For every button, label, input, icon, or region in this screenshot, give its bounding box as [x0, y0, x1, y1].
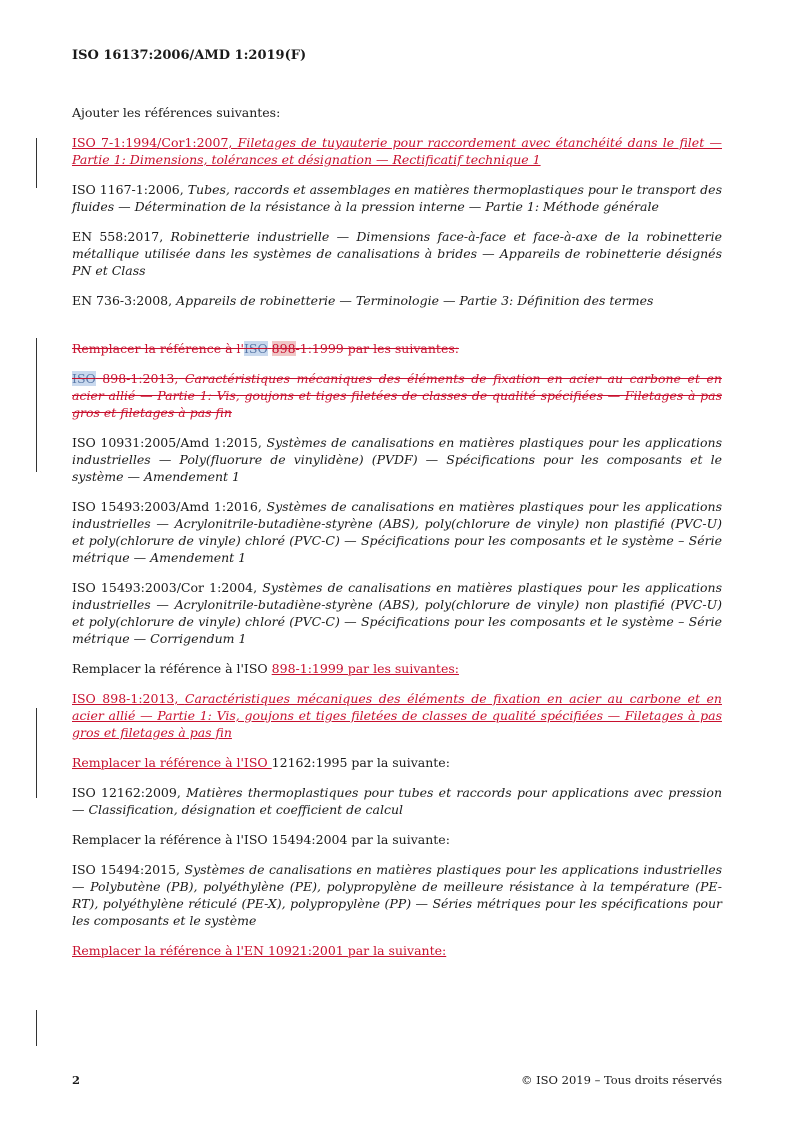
- document-id: ISO 16137:2006/AMD 1:2019(F): [72, 48, 307, 63]
- reference-entry: ISO 1167-1:2006, Tubes, raccords et assemblages en matières thermoplastiques pour le transport des fluides — Détermination de la résistance à la pression interne — Partie 1: Méthode générale: [72, 182, 722, 214]
- change-bar: [36, 138, 37, 188]
- reference-entry: ISO 15493:2003/Amd 1:2016, Systèmes de canalisations en matières plastiques pour les applications industrielles — Acrylonitrile-butadiène-styrène (ABS), poly(chlorure de vinyle) non plastifié (PVC-U) et poly(chlorure de vinyle) chloré (PVC-C) — Spécifications pour les composants et le système – Série métrique — Amendement 1: [72, 499, 723, 565]
- instruction: Remplacer la référence à l'ISO 12162:1995 par la suivante:: [72, 755, 450, 770]
- inserted-reference: ISO 898-1:2013, Caractéristiques mécaniques des éléments de fixation en acier au carbone et en acier allié — Partie 1: Vis, goujons et tiges filetées de classes de qualité spécifiées — Filetages à pas gros et filetages à pas fin: [72, 691, 722, 740]
- paragraph: Ajouter les références suivantes:: [72, 105, 281, 120]
- deleted-reference: ISO 898-1:2013, Caractéristiques mécaniques des éléments de fixation en acier au carbone et en acier allié — Partie 1: Vis, goujons et tiges filetées de classes de qualité spécifiées — Filetages à pas gros et filetages à pas fin: [72, 371, 722, 420]
- instruction: Remplacer la référence à l'ISO 898-1:1999 par les suivantes:: [72, 661, 459, 676]
- reference-entry: ISO 12162:2009, Matières thermoplastiques pour tubes et raccords pour applications avec pression — Classification, désignation et coefficient de calcul: [72, 785, 722, 817]
- change-bar: [36, 708, 37, 798]
- change-bar: [36, 338, 37, 472]
- copyright-notice: © ISO 2019 – Tous droits réservés: [520, 1073, 722, 1087]
- inserted-instruction: Remplacer la référence à l'EN 10921:2001 par la suivante:: [72, 943, 447, 958]
- reference-entry: ISO 10931:2005/Amd 1:2015, Systèmes de canalisations en matières plastiques pour les applications industrielles — Poly(fluorure de vinylidène) (PVDF) — Spécifications pour les composants et le système — Amendement 1: [72, 435, 723, 484]
- reference-entry: ISO 15493:2003/Cor 1:2004, Systèmes de canalisations en matières plastiques pour les applications industrielles — Acrylonitrile-butadiène-styrène (ABS), poly(chlorure de vinyle) non plastifié (PVC-U) et poly(chlorure de vinyle) chloré (PVC-C) — Spécifications pour les composants et le système – Série métrique — Corrigendum 1: [72, 580, 722, 646]
- page-number: 2: [72, 1073, 81, 1087]
- reference-entry: EN 736-3:2008, Appareils de robinetterie — Terminologie — Partie 3: Définition des termes: [72, 293, 654, 308]
- change-bar: [36, 1010, 37, 1046]
- document-body: [72, 104, 722, 972]
- reference-entry: EN 558:2017, Robinetterie industrielle — Dimensions face-à-face et face-à-axe de la robinetterie métallique utilisée dans les systèmes de canalisations à brides — Appareils de robinetterie désignés PN et Class: [72, 229, 723, 278]
- inserted-reference: ISO 7-1:1994/Cor1:2007, Filetages de tuyauterie pour raccordement avec étanchéité dans le filet — Partie 1: Dimensions, tolérances et désignation — Rectificatif technique 1: [72, 135, 722, 167]
- reference-entry: ISO 15494:2015, Systèmes de canalisations en matières plastiques pour les applications industrielles — Polybutène (PB), polyéthylène (PE), polypropylène de meilleure résistance à la température (PE-RT), polyéthylène réticulé (PE-X), polypropylène (PP) — Séries métriques pour les spécifications pour les composants et le système: [72, 862, 723, 928]
- instruction: Remplacer la référence à l'ISO 15494:2004 par la suivante:: [72, 832, 450, 847]
- deleted-instruction: Remplacer la référence à l'ISO 898-1:1999 par les suivantes:: [72, 341, 459, 356]
